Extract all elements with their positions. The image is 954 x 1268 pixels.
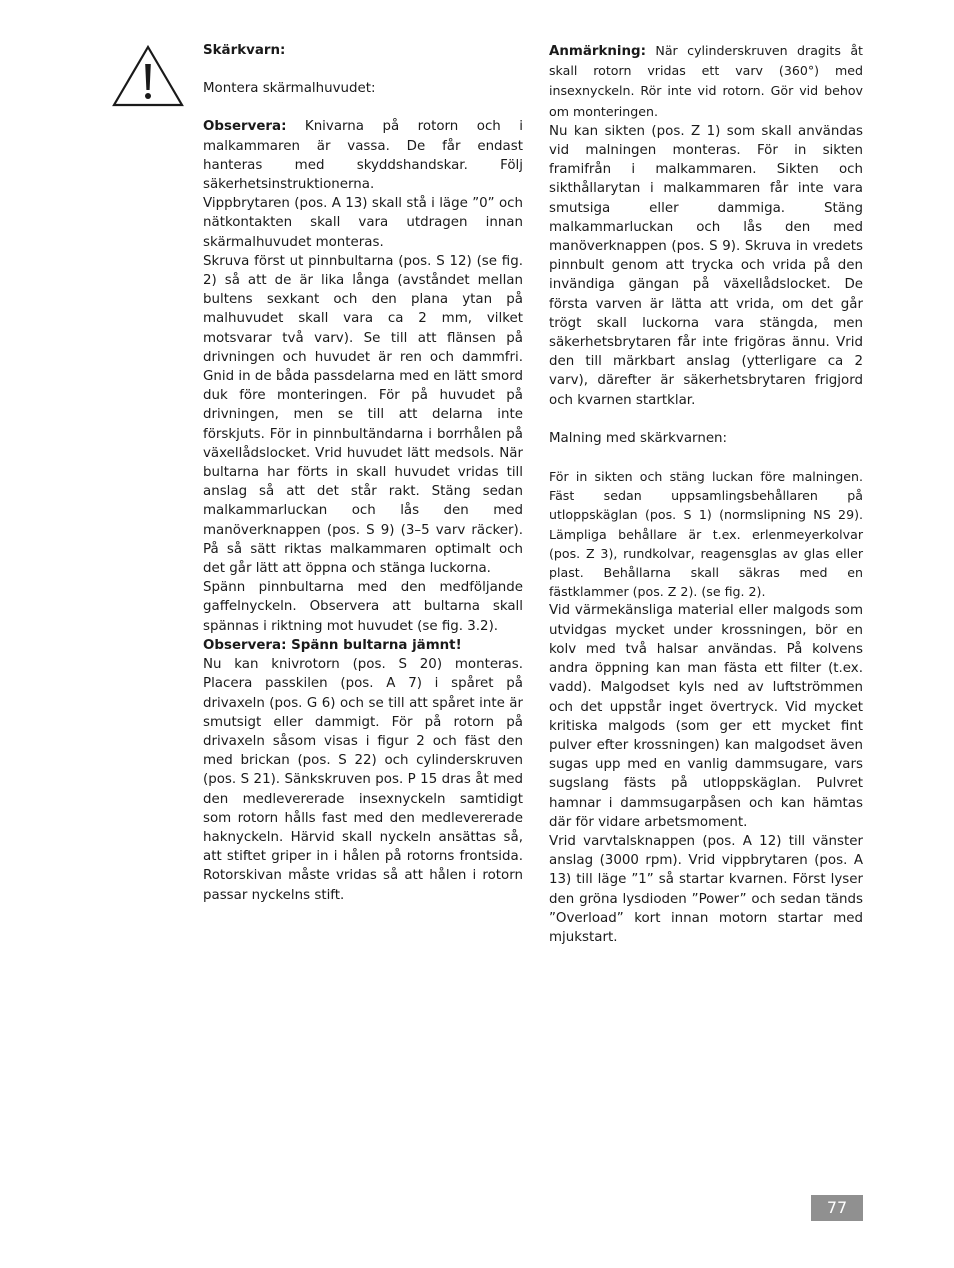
warning-triangle-icon: [111, 44, 185, 108]
caution-text: Knivarna på rotorn och i malkammaren är vassa. De får endast hanteras med skyddshandskar. Följ säkerhetsinstruktionerna.: [203, 119, 523, 193]
sieve-paragraph: Nu kan sikten (pos. Z 1) som skall användas vid malningen monteras. För in sikten framifrån i malkammaren. Sikten och sikthållarytan i malkammaren får inte vara smutsiga eller dammiga. Stäng malkammarluckan och lås den med manöverknappen (pos. S 9). Skruva in vredets pinnbult genom att trycka och vrida på den invändiga gängan på växellådslocket. De första varven är lätta att vrida, om det går trögt skall luckorna vara stängda, men säkerhetsbrytaren får inte frigöras ännu. Vrid den till märkbart anslag (ytterligare ca 2 varv), därefter är säkerhetsbrytaren frigjord och kvarnen startklar.: [549, 123, 863, 408]
start-paragraph: Vrid varvtalsknappen (pos. A 12) till vänster anslag (3000 rpm). Vrid vippbrytaren (pos. A 13) till läge ”1” så startar kvarnen. Först lyser den gröna lysdioden ”Power” och sedan tänds ”Overload” kort innan motorn startar med mjukstart.: [549, 833, 863, 945]
note-text: När cylinderskruven dragits åt skall rotorn vridas ett varv (360°) med insexnyckeln. Rör inte vid rotorn. Gör vid behov om monteringen.: [549, 43, 863, 119]
heat-sensitive-paragraph: Vid värmekänsliga material eller malgods som utvidgas mycket under krossningen, bör en kolv med två halsar användas. På kolvens andra öppning kan man fästa ett filter (t.ex. vadd). Malgodset kyls ned av luftströmmen och det uppstår inget övertryck. Vid mycket kritiska malgods (som ger ett mycket fint pulver efter krossningen) kan malgodset även sugas upp med en vanlig dammsugare, vars sugslang fästs på utloppskäglan. Pulvret hamnar i dammsugarpåsen och kan hämtas där för vidare arbetsmoment.: [549, 603, 863, 830]
rotor-paragraph: Nu kan knivrotorn (pos. S 20) monteras. Placera passkilen (pos. A 7) i spåret på drivaxeln (pos. G 6) och se till att spåret inte är smutsigt eller dammigt. För på rotorn på drivaxeln såsom visas i figur 2 och fäst den med brickan (pos. S 22) och cylinderskruven (pos. S 21). Sänkskruven pos. P 15 dras åt med den medlevererade insexnyckeln samtidigt som rotorn hålls fast med den medlevererade haknyckeln. Härvid skall nyckeln ansättas så, att stiftet griper in i hålen på rotorns frontsida. Rotorskivan måste vridas så att hålen i rotorn passar nyckelns stift.: [203, 657, 523, 903]
container-paragraph: För in sikten och stäng luckan före malningen. Fäst sedan uppsamlingsbehållaren på utloppskäglan (pos. S 1) (normslipning NS 29). Lämpliga behållare är t.ex. erlenmeyerkolvar (pos. Z 3), rundkolvar, reagensglas av glas eller plast. Behållarna skall säkras med en fästklammer (pos. Z 2). (se fig. 2).: [549, 469, 863, 600]
note-label: Anmärkning:: [549, 44, 646, 59]
caution-label: Observera:: [203, 119, 287, 135]
grinding-heading: Malning med skärkvarnen:: [549, 430, 728, 446]
page-number: 77: [811, 1195, 863, 1221]
left-column: [203, 41, 523, 905]
right-column: [549, 41, 863, 947]
note-paragraph: [549, 41, 863, 122]
section-heading: Skärkvarn:: [203, 43, 286, 58]
caution-paragraph: [203, 117, 523, 194]
mounting-paragraph: Skruva först ut pinnbultarna (pos. S 12) (se fig. 2) så att de är lika långa (avståndet mellan bultens sexkant och den plana ytan på malhuvudet skall vara ca 2 mm, vilket motsvarar två varv). Se till att flänsen på drivningen och huvudet är ren och dammfri. Gnid in de båda passdelarna med en lätt smord duk före monteringen. För på huvudet på drivningen, men se till att delarna inte förskjuts. För in pinnbultändarna i borrhålen på växellådslocket. Vrid huvudet lätt medsols. När bultarna har förts in skall huvudet vridas till anslag så att det står rakt. Stäng sedan malkammarluckan och lås den med manöverknappen (pos. S 9) (3–5 varv räcker). På så sätt riktas malkammaren optimalt och det går lätt att öppna och stänga luckorna.: [203, 253, 523, 577]
switch-paragraph: Vippbrytaren (pos. A 13) skall stå i läge ”0” och nätkontakten skall vara utdragen innan skärmalhuvudet monteras.: [203, 196, 523, 250]
caution-bolts: Observera: Spänn bultarna jämnt!: [203, 637, 462, 653]
subheading: Montera skärmalhuvudet:: [203, 81, 376, 97]
bolt-paragraph: Spänn pinnbultarna med den medföljande gaffelnyckeln. Observera att bultarna skall spännas i riktning mot huvudet (se fig. 3.2).: [203, 580, 523, 634]
